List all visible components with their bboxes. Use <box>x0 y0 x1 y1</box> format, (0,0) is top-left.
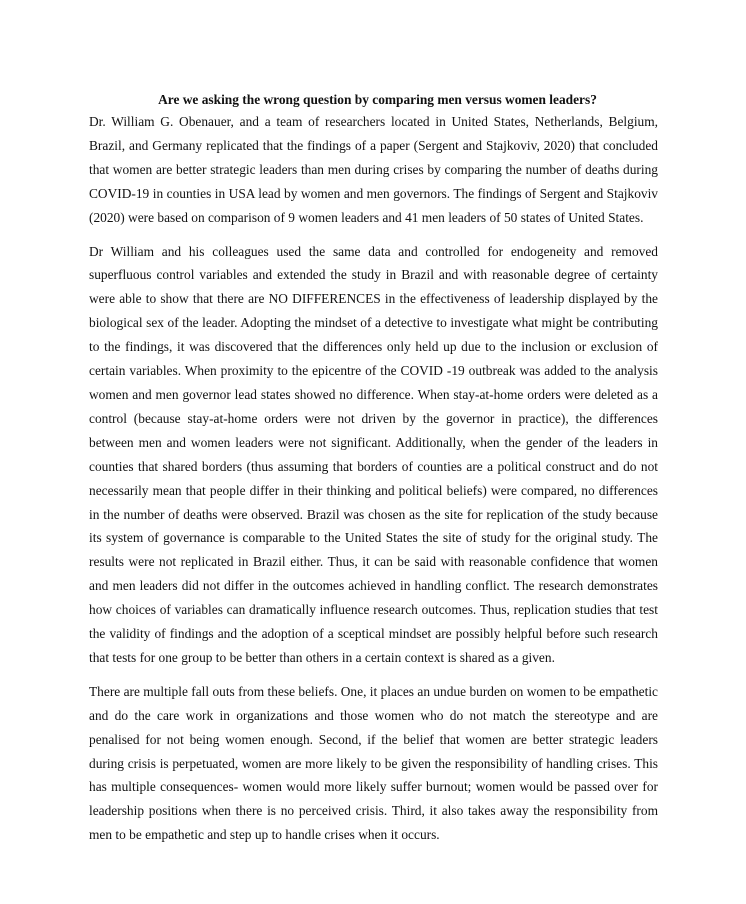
document-title: Are we asking the wrong question by comparing men versus women leaders? <box>158 92 597 107</box>
paragraph-2: Dr William and his colleagues used the same data and controlled for endogeneity and removed superfluous control variables and extended the study in Brazil and with reasonable degree of certainty were able to show that there are NO DIFFERENCES in the effectiveness of leadership displayed by the biological sex of the leader. Adopting the mindset of a detective to investigate what might be contributing to the findings, it was discovered that the differences only held up due to the inclusion or exclusion of certain variables. When proximity to the epicentre of the COVID -19 outbreak was added to the analysis women and men governor lead states showed no difference. When stay-at-home orders were deleted as a control (because stay-at-home orders were not driven by the governor in practice), the differences between men and women leaders were not significant. Additionally, when the gender of the leaders in counties that shared borders (thus assuming that borders of counties are a political construct and do not necessarily mean that people differ in their thinking and political beliefs) were compared, no differences in the number of deaths were observed. Brazil was chosen as the site for replication of the study because its system of governance is comparable to the United States the site of study for the original study. The results were not replicated in Brazil either. Thus, it can be said with reasonable confidence that women and men leaders did not differ in the outcomes achieved in handling conflict. The research demonstrates how choices of variables can dramatically influence research outcomes. Thus, replication studies that test the validity of findings and the adoption of a sceptical mindset are possibly helpful before such research that tests for one group to be better than others in a certain context is shared as a given. <box>89 243 658 665</box>
document-page <box>89 90 658 847</box>
paragraph-1: Dr. William G. Obenauer, and a team of researchers located in United States, Netherlands, Belgium, Brazil, and Germany replicated that the findings of a paper (Sergent and Stajkoviv, 2020) that concluded that women are better strategic leaders than men during crises by comparing the number of deaths during COVID-19 in counties in USA lead by women and men governors. The findings of Sergent and Stajkoviv (2020) were based on comparison of 9 women leaders and 41 men leaders of 50 states of United States. <box>89 114 658 225</box>
paragraph-3: There are multiple fall outs from these beliefs. One, it places an undue burden on women to be empathetic and do the care work in organizations and those women who do not match the stereotype and are penalised for not being women enough. Second, if the belief that women are better strategic leaders during crisis is perpetuated, women are more likely to be given the responsibility of handling crises. This has multiple consequences- women would more likely suffer burnout; women would be passed over for leadership positions when there is no perceived crisis. Third, it also takes away the responsibility from men to be empathetic and step up to handle crises when it occurs. <box>89 683 658 843</box>
